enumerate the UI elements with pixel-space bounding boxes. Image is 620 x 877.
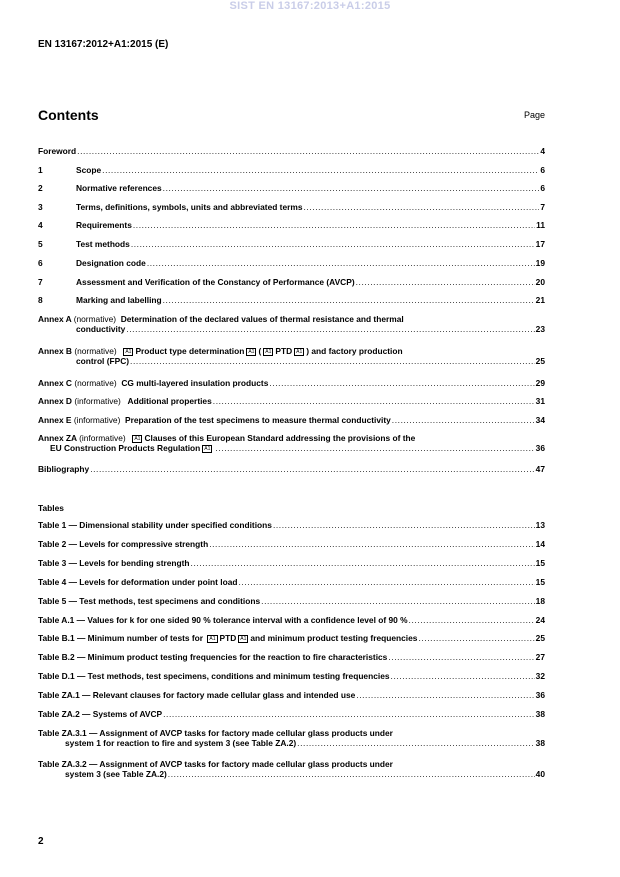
table-entry[interactable] <box>38 633 545 643</box>
annex-title: Determination of the declared values of thermal resistance and thermal <box>120 314 404 324</box>
annex-label: Annex A <box>38 314 72 324</box>
annex-type: (informative) <box>79 433 126 443</box>
toc-entry-annex-e[interactable] <box>38 415 545 425</box>
table-title: Table ZA.3.2 — Assignment of AVCP tasks for factory made cellular glass products under <box>38 759 393 769</box>
annex-title-cont: control (FPC) <box>76 356 130 366</box>
table-title: Table B.1 — Minimum number of tests for <box>38 633 204 643</box>
table-entry[interactable] <box>38 596 545 606</box>
toc-page: 29 <box>535 378 545 388</box>
toc-entry-bibliography[interactable] <box>38 464 545 474</box>
table-title: Table B.2 — Minimum product testing frequencies for the reaction to fire characteristics <box>38 652 388 662</box>
toc-number: 3 <box>38 202 43 212</box>
toc-entry-terms[interactable] <box>38 202 545 212</box>
toc-number: 1 <box>38 165 43 175</box>
amendment-end-icon: A1 <box>296 348 303 355</box>
page-column-label: Page <box>523 110 545 120</box>
table-entry[interactable] <box>38 709 545 719</box>
toc-page: 36 <box>535 443 545 453</box>
table-entry[interactable] <box>38 759 545 779</box>
annex-type: (informative) <box>73 415 121 425</box>
toc-page: 18 <box>535 596 545 606</box>
toc-entry-scope[interactable] <box>38 165 545 175</box>
toc-page: 36 <box>535 690 545 700</box>
annex-title-part: ) and factory production <box>306 346 403 356</box>
annex-title-cont: EU Construction Products Regulation <box>50 443 201 453</box>
table-title: Table ZA.3.1 — Assignment of AVCP tasks for factory made cellular glass products under <box>38 728 393 738</box>
annex-label: Annex E <box>38 415 72 425</box>
toc-number: 6 <box>38 258 43 268</box>
tables-heading: Tables <box>38 503 64 513</box>
table-title: Table ZA.2 — Systems of AVCP <box>38 709 163 719</box>
table-entry[interactable] <box>38 652 545 662</box>
toc-entry-normative-references[interactable] <box>38 183 545 193</box>
toc-page: 25 <box>535 356 545 366</box>
toc-page: 38 <box>535 709 545 719</box>
toc-page: 21 <box>535 295 545 305</box>
toc-page: 13 <box>535 520 545 530</box>
toc-entry-foreword[interactable] <box>38 146 545 156</box>
amendment-start-icon: A1 <box>265 348 272 355</box>
table-title: Table ZA.1 — Relevant clauses for factory made cellular glass and intended use <box>38 690 356 700</box>
toc-entry-marking[interactable] <box>38 295 545 305</box>
toc-page: 4 <box>540 146 545 156</box>
page-title: Contents <box>38 107 99 123</box>
toc-page: 15 <box>535 577 545 587</box>
table-title-part: PTD <box>219 633 237 643</box>
annex-type: (normative) <box>74 346 117 356</box>
toc-entry-annex-b[interactable] <box>38 346 545 366</box>
table-entry[interactable] <box>38 558 545 568</box>
toc-page: 15 <box>535 558 545 568</box>
table-title-cont: system 3 (see Table ZA.2) <box>65 769 167 779</box>
toc-page: 34 <box>535 415 545 425</box>
toc-page: 27 <box>535 652 545 662</box>
toc-page: 6 <box>540 165 545 175</box>
amendment-end-icon: A1 <box>248 348 255 355</box>
toc-page: 6 <box>540 183 545 193</box>
table-title: Table D.1 — Test methods, test specimens, conditions and minimum testing frequencies <box>38 671 390 681</box>
table-entry[interactable] <box>38 539 545 549</box>
table-title: Table A.1 — Values for k for one sided 90 % tolerance interval with a confidence level of 90 % <box>38 615 408 625</box>
table-title-cont: system 1 for reaction to fire and system 3 (see Table ZA.2) <box>65 738 297 748</box>
table-title: Table 2 — Levels for compressive strength <box>38 539 209 549</box>
toc-page: 25 <box>535 633 545 643</box>
toc-text: Test methods <box>76 239 130 249</box>
amendment-start-icon: A1 <box>134 435 141 442</box>
toc-text: Requirements <box>76 220 132 230</box>
toc-page: 17 <box>535 239 545 249</box>
annex-title-part: ( <box>258 346 262 356</box>
annex-type: (normative) <box>73 314 117 324</box>
toc-page: 23 <box>535 324 545 334</box>
annex-label: Annex D <box>38 396 72 406</box>
toc-page: 7 <box>540 202 545 212</box>
toc-text: Normative references <box>76 183 162 193</box>
toc-entry-annex-za[interactable] <box>38 433 545 453</box>
toc-text: Marking and labelling <box>76 295 162 305</box>
toc-text: Assessment and Verification of the Constancy of Performance (AVCP) <box>76 277 355 287</box>
toc-text: Scope <box>76 165 102 175</box>
annex-label: Annex C <box>38 378 72 388</box>
toc-number: 7 <box>38 277 43 287</box>
toc-text: Terms, definitions, symbols, units and abbreviated terms <box>76 202 303 212</box>
annex-title: Clauses of this European Standard addressing the provisions of the <box>144 433 416 443</box>
annex-title: Additional properties <box>127 396 212 406</box>
annex-label: Annex ZA <box>38 433 77 443</box>
annex-label: Annex B <box>38 346 72 356</box>
toc-text: Bibliography <box>38 464 90 474</box>
annex-type: (informative) <box>74 396 121 406</box>
table-title: Table 1 — Dimensional stability under specified conditions <box>38 520 272 530</box>
table-entry[interactable] <box>38 690 545 700</box>
toc-text: Designation code <box>76 258 146 268</box>
table-entry[interactable] <box>38 577 545 587</box>
toc-number: 5 <box>38 239 43 249</box>
table-entry[interactable] <box>38 520 545 530</box>
amendment-end-icon: A1 <box>240 635 247 642</box>
table-title: Table 3 — Levels for bending strength <box>38 558 190 568</box>
toc-number: 2 <box>38 183 43 193</box>
toc-entry-annex-d[interactable] <box>38 396 545 406</box>
annex-title-part: PTD <box>275 346 293 356</box>
toc-page: 40 <box>535 769 545 779</box>
annex-title: Product type determination <box>135 346 245 356</box>
toc-page: 31 <box>535 396 545 406</box>
annex-title: Preparation of the test specimens to measure thermal conductivity <box>125 415 391 425</box>
page-number: 2 <box>38 836 44 847</box>
toc-page: 19 <box>535 258 545 268</box>
toc-entry-requirements[interactable] <box>38 220 545 230</box>
toc-entry-test-methods[interactable] <box>38 239 545 249</box>
amendment-end-icon: A1 <box>204 445 211 452</box>
toc-page: 47 <box>535 464 545 474</box>
table-title: Table 4 — Levels for deformation under point load <box>38 577 238 587</box>
document-id: EN 13167:2012+A1:2015 (E) <box>38 39 169 50</box>
table-title: Table 5 — Test methods, test specimens and conditions <box>38 596 261 606</box>
amendment-start-icon: A1 <box>209 635 216 642</box>
toc-number: 8 <box>38 295 43 305</box>
toc-text: Foreword <box>38 146 77 156</box>
annex-title-cont: conductivity <box>76 324 126 334</box>
annex-title: CG multi-layered insulation products <box>121 378 269 388</box>
toc-entry-annex-a[interactable] <box>38 314 545 334</box>
table-title-part: and minimum product testing frequencies <box>250 633 418 643</box>
toc-page: 20 <box>535 277 545 287</box>
table-entry[interactable] <box>38 728 545 748</box>
toc-entry-avcp[interactable] <box>38 277 545 287</box>
toc-page: 24 <box>535 615 545 625</box>
toc-entry-designation-code[interactable] <box>38 258 545 268</box>
toc-number: 4 <box>38 220 43 230</box>
table-entry[interactable] <box>38 671 545 681</box>
amendment-start-icon: A1 <box>125 348 132 355</box>
table-entry[interactable] <box>38 615 545 625</box>
toc-page: 14 <box>535 539 545 549</box>
toc-page: 38 <box>535 738 545 748</box>
annex-type: (normative) <box>74 378 117 388</box>
toc-page: 32 <box>535 671 545 681</box>
watermark: SIST EN 13167:2013+A1:2015 <box>229 0 391 12</box>
toc-page: 11 <box>536 220 545 230</box>
toc-entry-annex-c[interactable] <box>38 378 545 388</box>
